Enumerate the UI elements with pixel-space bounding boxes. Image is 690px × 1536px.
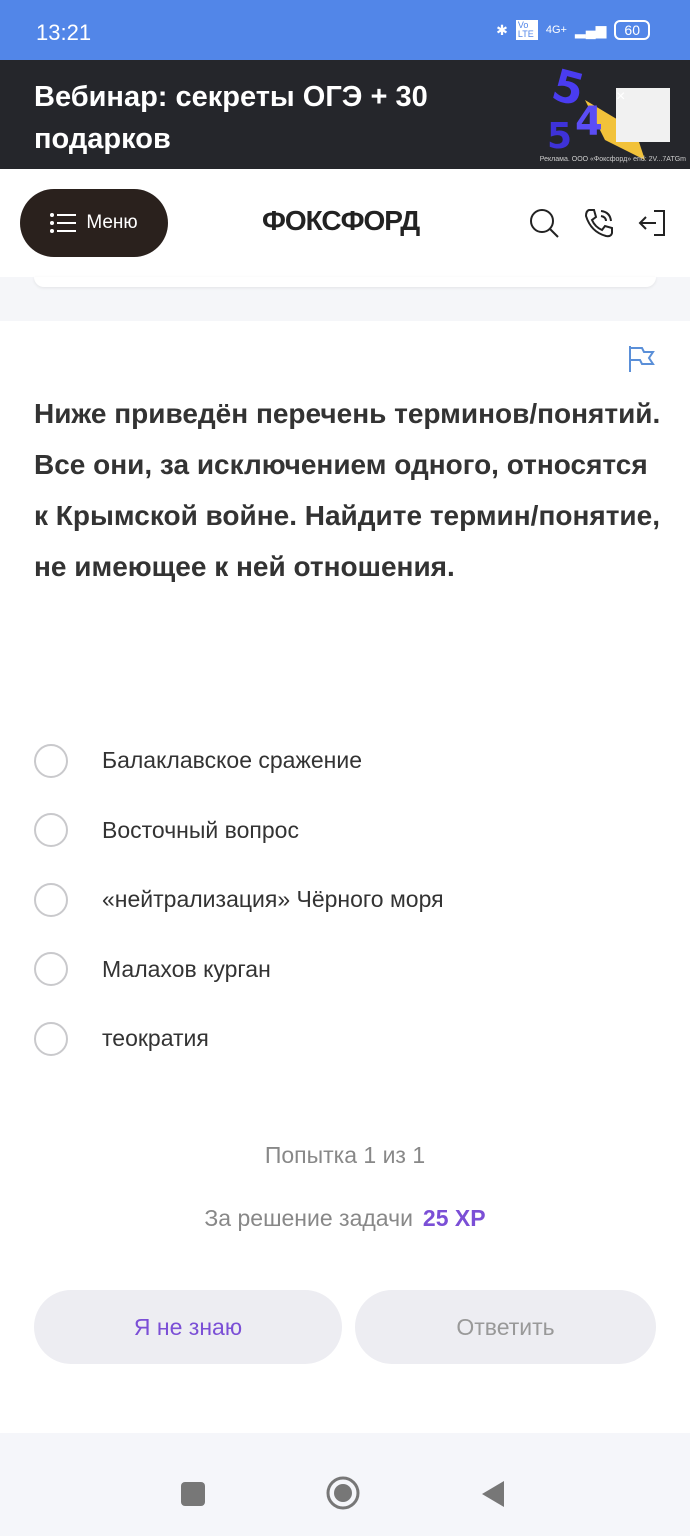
ad-legal: Реклама. ООО «Фоксфорд» erid: 2V...7ATGm — [539, 156, 686, 163]
answer-options — [34, 726, 444, 1074]
site-header — [0, 169, 690, 277]
xp-reward: За решение задачи 25 XP — [204, 1205, 486, 1231]
svg-text:5: 5 — [546, 60, 590, 117]
option-3[interactable]: «нейтрализация» Чёрного моря — [34, 865, 444, 935]
battery-icon: 60 — [614, 20, 650, 40]
option-4[interactable]: Малахов курган — [34, 935, 444, 1005]
ad-title[interactable]: Вебинар: секреты ОГЭ + 30 подарков — [34, 81, 428, 155]
svg-text:5: 5 — [547, 116, 573, 157]
search-icon[interactable] — [528, 207, 560, 239]
bluetooth-icon: ✱ — [496, 21, 508, 38]
svg-text:4: 4 — [575, 99, 603, 145]
ad-close-button[interactable] — [616, 88, 670, 142]
radio-button[interactable] — [34, 744, 68, 778]
radio-button[interactable] — [34, 1022, 68, 1056]
menu-label: Меню — [86, 212, 138, 233]
menu-button[interactable] — [20, 189, 168, 257]
option-2[interactable]: Восточный вопрос — [34, 796, 444, 866]
option-1[interactable]: Балаклавское сражение — [34, 726, 444, 796]
recents-icon[interactable] — [180, 1481, 206, 1507]
report-flag-icon[interactable] — [626, 344, 656, 374]
xp-value: 25 XP — [422, 1205, 486, 1231]
home-icon[interactable] — [326, 1476, 360, 1510]
signal-icon: ▂▄▆ — [574, 21, 607, 38]
volte-icon: Vo LTE — [516, 20, 538, 40]
radio-button[interactable] — [34, 952, 68, 986]
option-5[interactable]: теократия — [34, 1004, 444, 1074]
answer-button[interactable]: Ответить — [355, 1290, 656, 1364]
status-bar — [0, 0, 690, 60]
radio-button[interactable] — [34, 813, 68, 847]
phone-icon[interactable] — [583, 207, 615, 239]
logo[interactable]: ФОКСФОРД — [262, 205, 420, 236]
network-label: 4G+ — [545, 24, 567, 36]
close-icon: × — [616, 88, 626, 105]
list-icon — [50, 212, 76, 234]
question-text: Ниже приведён перечень терминов/понятий. Все они, за исключением одного, относятся к Крымской войне. Найдите термин/понятие, не имеющее к ней отношения. — [34, 398, 661, 582]
login-icon[interactable] — [636, 207, 668, 239]
dont-know-button[interactable]: Я не знаю — [34, 1290, 342, 1364]
ad-banner[interactable] — [0, 60, 690, 169]
radio-button[interactable] — [34, 883, 68, 917]
back-icon[interactable] — [480, 1479, 506, 1509]
android-nav-bar — [0, 1433, 690, 1536]
clock: 13:21 — [36, 20, 92, 45]
attempt-counter: Попытка 1 из 1 — [264, 1142, 426, 1168]
